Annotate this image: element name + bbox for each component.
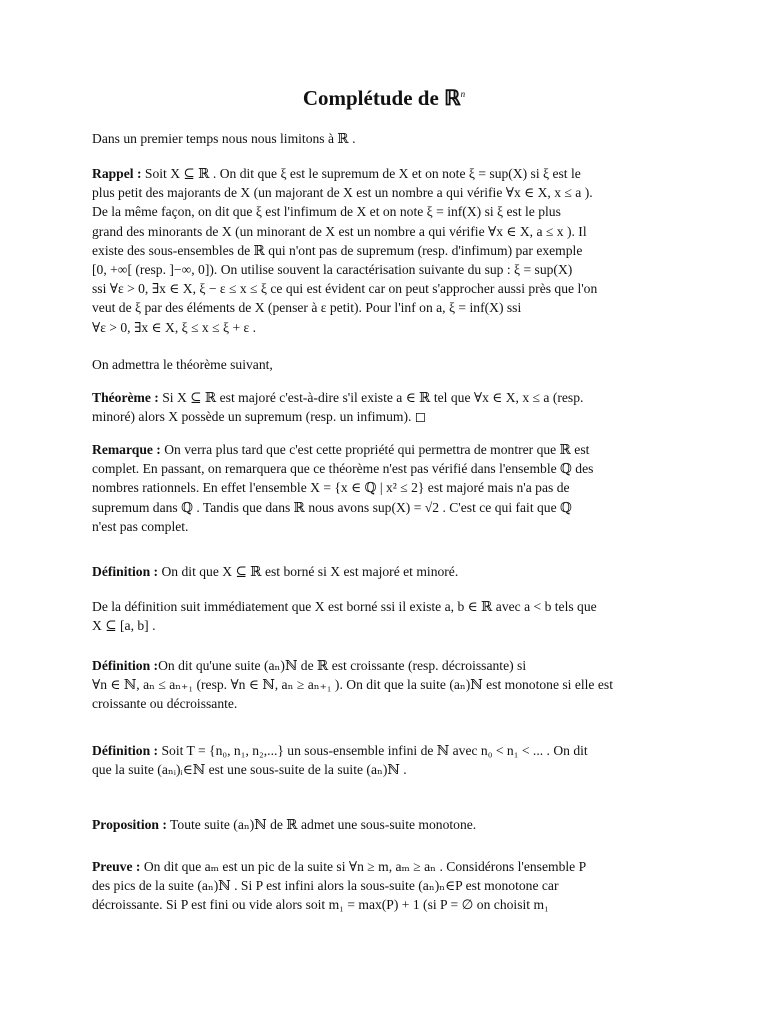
text-line: [0, +∞[ (resp. ]−∞, 0]). On utilise souvent la caractérisation suivante du sup : ξ = sup(X)	[92, 262, 573, 278]
text-line: X ⊆ [a, b] .	[92, 618, 156, 634]
text-line: supremum dans ℚ . Tandis que dans ℝ nous avons sup(X) = √2 . C'est ce qui fait que ℚ	[92, 499, 572, 515]
paragraph	[92, 656, 682, 714]
paragraph	[92, 815, 682, 834]
text-line: De la même façon, on dit que ξ est l'infimum de X et on note ξ = inf(X) si ξ est le plus	[92, 204, 561, 220]
paragraph	[92, 597, 682, 635]
text-line: Définition :On dit qu'une suite (aₙ)ℕ de ℝ est croissante (resp. décroissante) si	[92, 658, 527, 673]
text-line: Définition : Soit T = {n₀, n₁, n₂,...} un sous-ensemble infini de ℕ avec n₀ < n₁ < ... . On dit	[92, 743, 588, 758]
text-line: Proposition : Toute suite (aₙ)ℕ de ℝ admet une sous-suite monotone.	[92, 817, 477, 832]
text-line: complet. En passant, on remarquera que ce théorème n'est pas vérifié dans l'ensemble ℚ des	[92, 461, 594, 477]
text-line: minoré) alors X possède un supremum (resp. un infimum). ◻	[92, 409, 427, 425]
text-line: veut de ξ par des éléments de X (penser à ε petit). Pour l'inf on a, ξ = inf(X) ssi	[92, 300, 522, 316]
text-line: Dans un premier temps nous nous limitons à ℝ .	[92, 131, 356, 146]
text-line: que la suite (aₙᵢ)ᵢ∈ℕ est une sous-suite de la suite (aₙ)ℕ .	[92, 762, 407, 778]
text-line: existe des sous-ensembles de ℝ qui n'ont pas de supremum (resp. d'infimum) par exemple	[92, 242, 583, 258]
text-line: ssi ∀ε > 0, ∃x ∈ X, ξ − ε ≤ x ≤ ξ ce qui est évident car on peut s'approcher aussi près que l'on	[92, 281, 598, 297]
text-line: plus petit des majorants de X (un majorant de X est un nombre a qui vérifie ∀x ∈ X, x ≤ a ).	[92, 185, 593, 201]
page-title: Complétude de ℝ$^n$	[302, 86, 466, 110]
text-line: ∀n ∈ ℕ, aₙ ≤ aₙ₊₁ (resp. ∀n ∈ ℕ, aₙ ≥ aₙ₊₁ ). On dit que la suite (aₙ)ℕ est monotone si elle est	[92, 677, 613, 693]
text-line: Preuve : On dit que aₘ est un pic de la suite si ∀n ≥ m, aₘ ≥ aₙ . Considérons l'ensemble P	[92, 859, 587, 874]
text-line: n'est pas complet.	[92, 518, 189, 534]
text-line: Définition : On dit que X ⊆ ℝ est borné si X est majoré et minoré.	[92, 564, 459, 579]
text-line: croissante ou décroissante.	[92, 696, 238, 712]
text-line: grand des minorants de X (un minorant de X est un nombre a qui vérifie ∀x ∈ X, a ≤ x ). Il	[92, 223, 587, 239]
text-line: Rappel : Soit X ⊆ ℝ . On dit que ξ est le supremum de X et on note ξ = sup(X) si ξ est le	[92, 166, 581, 181]
text-line: décroissante. Si P est fini ou vide alors soit m₁ = max(P) + 1 (si P = ∅ on choisit m₁	[92, 897, 549, 913]
text-line: De la définition suit immédiatement que X est borné ssi il existe a, b ∈ ℝ avec a < b tels que	[92, 599, 597, 614]
text-line: ∀ε > 0, ∃x ∈ X, ξ ≤ x ≤ ξ + ε .	[92, 319, 257, 335]
paragraph	[92, 164, 682, 337]
paragraph	[92, 857, 682, 915]
paragraph	[92, 129, 682, 148]
paragraph	[92, 440, 682, 536]
paragraph	[92, 388, 682, 426]
text-line: Théorème : Si X ⊆ ℝ est majoré c'est-à-dire s'il existe a ∈ ℝ tel que ∀x ∈ X, x ≤ a (resp.	[92, 390, 584, 405]
text-line: On admettra le théorème suivant,	[92, 357, 273, 372]
text-line: Remarque : On verra plus tard que c'est cette propriété qui permettra de montrer que ℝ est	[92, 442, 590, 457]
text-line: des pics de la suite (aₙ)ℕ . Si P est infini alors la sous-suite (aₙ)ₙ∈P est monotone car	[92, 878, 559, 894]
text-line: nombres rationnels. En effet l'ensemble X = {x ∈ ℚ | x² ≤ 2} est majoré mais n'a pas de	[92, 480, 570, 496]
paragraph	[92, 741, 682, 779]
paragraph	[92, 355, 682, 374]
paragraph	[92, 562, 682, 581]
